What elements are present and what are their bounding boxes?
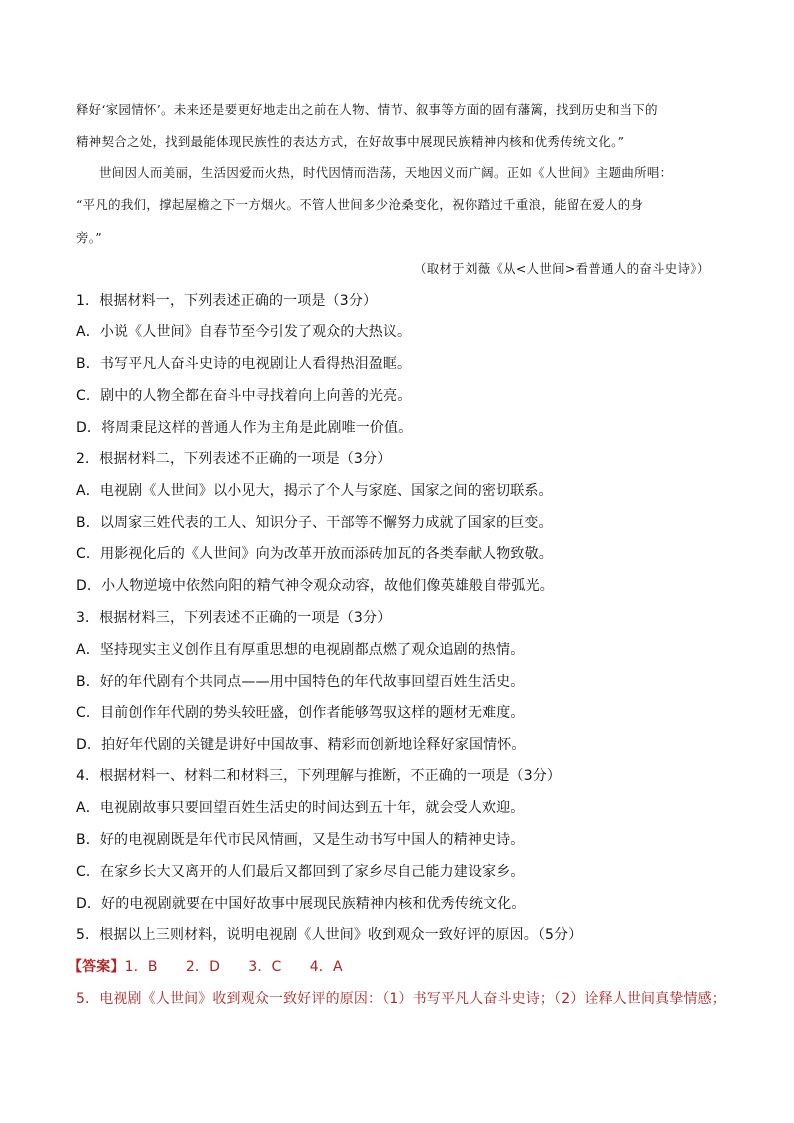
- question-4-option-a: A．电视剧故事只要回望百姓生活史的时间达到五十年，就会受人欢迎。: [76, 800, 525, 816]
- answer-label: 【答案】: [68, 959, 125, 975]
- question-3-stem: 3．根据材料三，下列表述不正确的一项是（3分）: [76, 610, 392, 626]
- passage-line-4: “平凡的我们，撑起屋檐之下一方烟火。不管人世间多少沧桑变化，祝你踏过千重浪，能留在爱人的身: [76, 197, 644, 212]
- question-3-option-b: B．好的年代剧有个共同点——用中国特色的年代故事回望百姓生活史。: [76, 674, 525, 690]
- passage-line-1: 释好‘家园情怀’。未来还是要更好地走出之前在人物、情节、叙事等方面的固有藩篱，找到历史和当下的: [76, 102, 658, 117]
- question-5-stem: 5．根据以上三则材料，说明电视剧《人世间》收到观众一致好评的原因。（5分）: [76, 927, 583, 943]
- question-3-option-c: C．目前创作年代剧的势头较旺盛，创作者能够驾驭这样的题材无难度。: [76, 705, 525, 721]
- question-1-option-b: B．书写平凡人奋斗史诗的电视剧让人看得热泪盈眶。: [76, 356, 412, 372]
- question-2-option-b: B．以周家三姓代表的工人、知识分子、干部等不懈努力成就了国家的巨变。: [76, 515, 553, 531]
- question-2-option-d: D．小人物逆境中依然向阳的精气神令观众动容，故他们像英雄般自带弧光。: [76, 578, 554, 594]
- answer-choices: 1．B 2．D 3．C 4．A: [124, 959, 343, 975]
- passage-line-5: 旁。”: [76, 230, 102, 245]
- question-2-stem: 2．根据材料二，下列表述不正确的一项是（3分）: [76, 451, 392, 467]
- question-1-option-c: C．剧中的人物全都在奋斗中寻找着向上向善的光亮。: [76, 388, 412, 404]
- passage-source: （取材于刘薇《从<人世间>看普通人的奋斗史诗》）: [414, 261, 710, 276]
- question-2-option-a: A．电视剧《人世间》以小见大，揭示了个人与家庭、国家之间的密切联系。: [76, 483, 553, 499]
- answer-line: [68, 959, 343, 976]
- question-3-option-a: A．坚持现实主义创作且有厚重思想的电视剧都点燃了观众追剧的热情。: [76, 642, 525, 658]
- question-4-option-b: B．好的电视剧既是年代市民风情画，又是生动书写中国人的精神史诗。: [76, 832, 525, 848]
- question-3-option-d: D．拍好年代剧的关键是讲好中国故事、精彩而创新地诠释好家国情怀。: [76, 737, 526, 753]
- question-1-option-a: A．小说《人世间》自春节至今引发了观众的大热议。: [76, 324, 412, 340]
- question-1-option-d: D．将周秉昆这样的普通人作为主角是此剧唯一价值。: [76, 420, 413, 436]
- question-4-option-c: C．在家乡长大又离开的人们最后又都回到了家乡尽自己能力建设家乡。: [76, 864, 525, 880]
- passage-line-3: 世间因人而美丽，生活因爱而火热，时代因情而浩荡，天地因义而广阔。正如《人世间》主题曲所唱：: [99, 165, 673, 180]
- question-4-option-d: D．好的电视剧就要在中国好故事中展现民族精神内核和优秀传统文化。: [76, 896, 526, 912]
- question-4-stem: 4．根据材料一、材料二和材料三，下列理解与推断，不正确的一项是（3分）: [76, 768, 562, 784]
- question-2-option-c: C．用影视化后的《人世间》向为改革开放而添砖加瓦的各类奉献人物致敬。: [76, 546, 553, 562]
- question-1-stem: 1．根据材料一，下列表述正确的一项是（3分）: [76, 293, 378, 309]
- passage-line-2: 精神契合之处，找到最能体现民族性的表达方式，在好故事中展现民族精神内核和优秀传统文化。”: [76, 134, 625, 149]
- answer-5-line: 5．电视剧《人世间》收到观众一致好评的原因：（1）书写平凡人奋斗史诗；（2）诠释人世间真挚情感；: [76, 991, 726, 1007]
